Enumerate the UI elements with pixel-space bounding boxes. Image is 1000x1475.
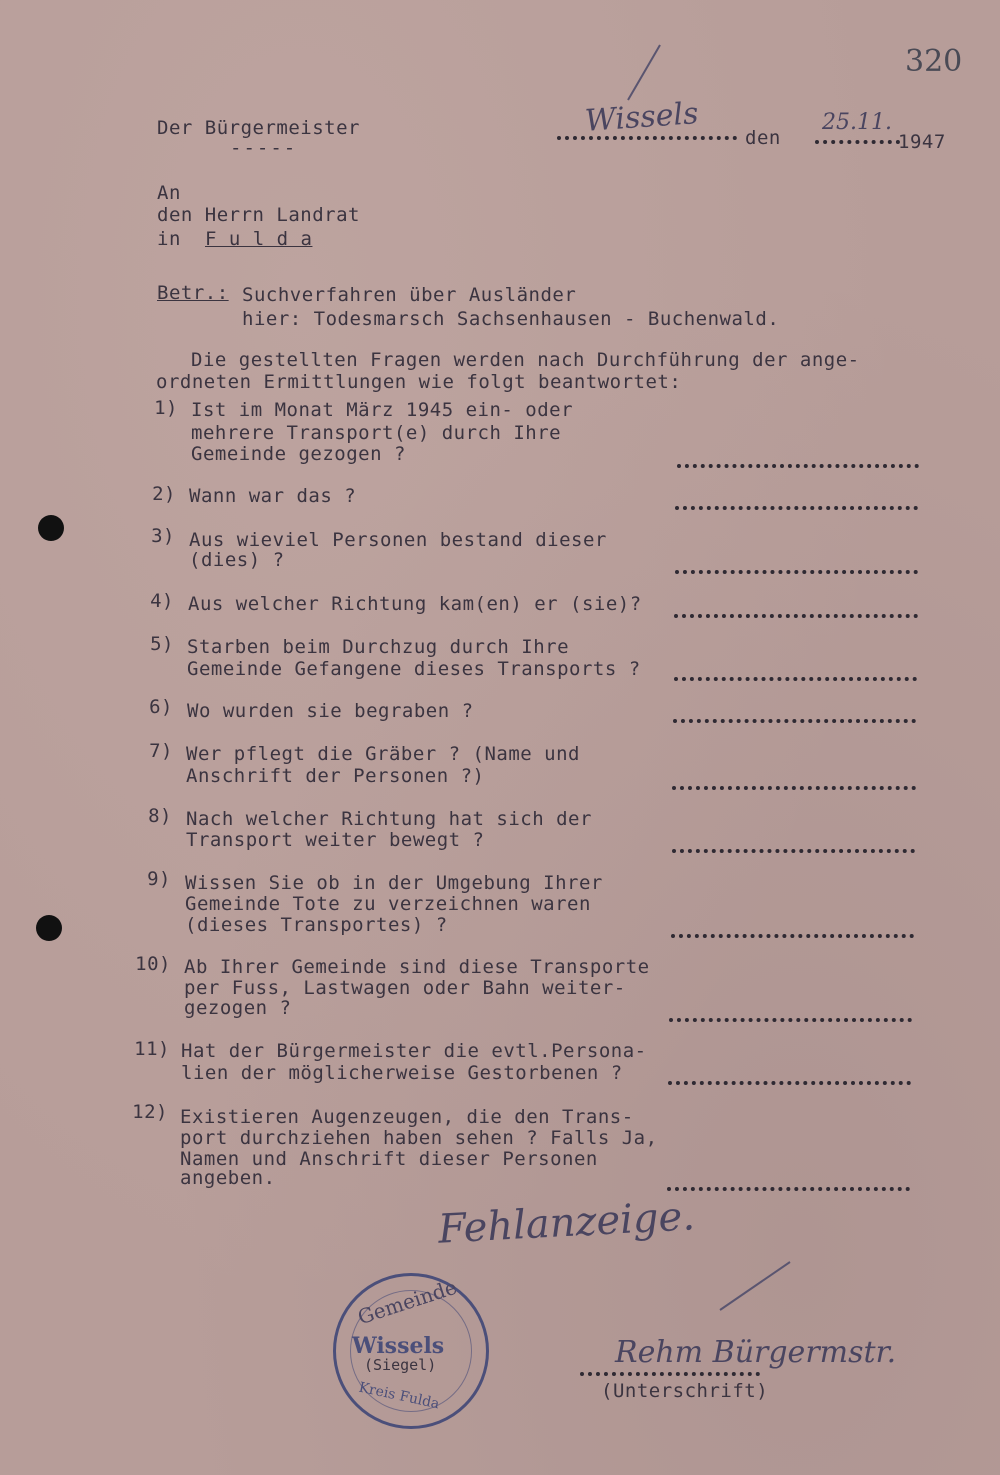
stamp-top-text: Gemeinde xyxy=(354,1274,460,1330)
question-text-line: Namen und Anschrift dieser Personen xyxy=(180,1148,598,1170)
question-text-line: Ab Ihrer Gemeinde sind diese Transporte xyxy=(184,956,650,978)
subject-label: Betr.: xyxy=(157,282,229,304)
date-handwritten: 25.11. xyxy=(822,110,892,135)
subject-line-1: Suchverfahren über Ausländer xyxy=(242,284,577,306)
answer-dots xyxy=(672,849,915,853)
question-number: 3) xyxy=(151,525,175,547)
signature-label: (Unterschrift) xyxy=(601,1380,769,1402)
handwritten-answer: Fehlanzeige. xyxy=(436,1193,696,1253)
punch-hole-bottom xyxy=(36,915,62,941)
pen-stroke-bottom xyxy=(720,1262,790,1310)
question-number: 7) xyxy=(149,740,173,762)
intro-line-2: ordneten Ermittlungen wie folgt beantwortet: xyxy=(156,371,682,393)
question-text-line: Anschrift der Personen ?) xyxy=(186,765,485,787)
page-number: 320 xyxy=(905,44,963,79)
pen-stroke-top xyxy=(628,45,660,100)
recipient-city: F u l d a xyxy=(205,228,313,250)
question-text-line: gezogen ? xyxy=(184,997,292,1019)
punch-hole-top xyxy=(38,515,64,541)
place-dots xyxy=(557,136,737,140)
question-text-line: Gemeinde Tote zu verzeichnen waren xyxy=(185,893,591,915)
question-text-line: Wo wurden sie begraben ? xyxy=(187,700,474,722)
recipient-line-3-prefix: in xyxy=(157,228,181,250)
answer-dots xyxy=(674,614,918,618)
question-text-line: Gemeinde Gefangene dieses Transports ? xyxy=(187,658,641,680)
question-number: 6) xyxy=(149,696,173,718)
answer-dots xyxy=(677,464,919,468)
question-text-line: Aus wieviel Personen bestand dieser xyxy=(189,529,607,551)
signature-handwritten: Rehm Bürgermstr. xyxy=(615,1335,897,1370)
date-prefix: den xyxy=(745,127,781,149)
answer-dots xyxy=(673,719,916,723)
question-text-line: Wann war das ? xyxy=(189,485,357,507)
question-number: 5) xyxy=(150,633,174,655)
stamp-bottom-text: Kreis Fulda xyxy=(357,1379,441,1413)
question-text-line: Aus welcher Richtung kam(en) er (sie)? xyxy=(188,593,642,615)
question-text-line: Hat der Bürgermeister die evtl.Persona- xyxy=(181,1040,647,1062)
answer-dots xyxy=(675,570,918,574)
question-number: 12) xyxy=(132,1101,168,1123)
date-year: 1947 xyxy=(898,131,946,153)
date-dots xyxy=(815,140,900,144)
municipal-stamp xyxy=(333,1273,489,1429)
question-text-line: Wer pflegt die Gräber ? (Name und xyxy=(186,743,580,765)
question-number: 1) xyxy=(154,397,178,419)
question-text-line: (dieses Transportes) ? xyxy=(185,914,448,936)
question-number: 2) xyxy=(152,483,176,505)
question-text-line: (dies) ? xyxy=(189,549,285,571)
question-text-line: Starben beim Durchzug durch Ihre xyxy=(187,636,570,658)
sender-rule: ----- xyxy=(230,137,298,159)
question-text-line: Transport weiter bewegt ? xyxy=(186,829,485,851)
question-text-line: Gemeinde gezogen ? xyxy=(191,443,406,465)
answer-dots xyxy=(675,506,918,510)
question-text-line: port durchziehen haben sehen ? Falls Ja, xyxy=(180,1127,658,1149)
question-text-line: Nach welcher Richtung hat sich der xyxy=(186,808,592,830)
answer-dots xyxy=(668,1081,911,1085)
question-text-line: per Fuss, Lastwagen oder Bahn weiter- xyxy=(184,977,626,999)
question-text-line: lien der möglicherweise Gestorbenen ? xyxy=(181,1062,623,1084)
answer-dots xyxy=(667,1187,910,1191)
recipient-line-2: den Herrn Landrat xyxy=(157,204,360,226)
question-text-line: mehrere Transport(e) durch Ihre xyxy=(191,422,562,444)
intro-line-1: Die gestellten Fragen werden nach Durchführung der ange- xyxy=(191,349,860,371)
question-number: 9) xyxy=(147,868,171,890)
question-text-line: Existieren Augenzeugen, die den Trans- xyxy=(180,1106,634,1128)
signature-dots xyxy=(580,1372,760,1376)
sender-title: Der Bürgermeister xyxy=(157,117,360,139)
answer-dots xyxy=(672,786,916,790)
recipient-line-1: An xyxy=(157,182,181,204)
question-number: 4) xyxy=(150,590,174,612)
subject-line-2: hier: Todesmarsch Sachsenhausen - Buchenwald. xyxy=(242,308,780,330)
answer-dots xyxy=(669,1018,912,1022)
answer-dots xyxy=(674,677,917,681)
question-text-line: Wissen Sie ob in der Umgebung Ihrer xyxy=(185,872,603,894)
place-handwritten: Wissels xyxy=(583,96,700,139)
stamp-seal-label: (Siegel) xyxy=(364,1356,437,1374)
answer-dots xyxy=(671,934,914,938)
question-text-line: angeben. xyxy=(180,1167,276,1189)
question-number: 8) xyxy=(148,805,172,827)
stamp-center-text: Wissels xyxy=(352,1333,445,1359)
question-text-line: Ist im Monat März 1945 ein- oder xyxy=(191,399,574,421)
question-number: 10) xyxy=(135,953,171,975)
question-number: 11) xyxy=(134,1038,170,1060)
